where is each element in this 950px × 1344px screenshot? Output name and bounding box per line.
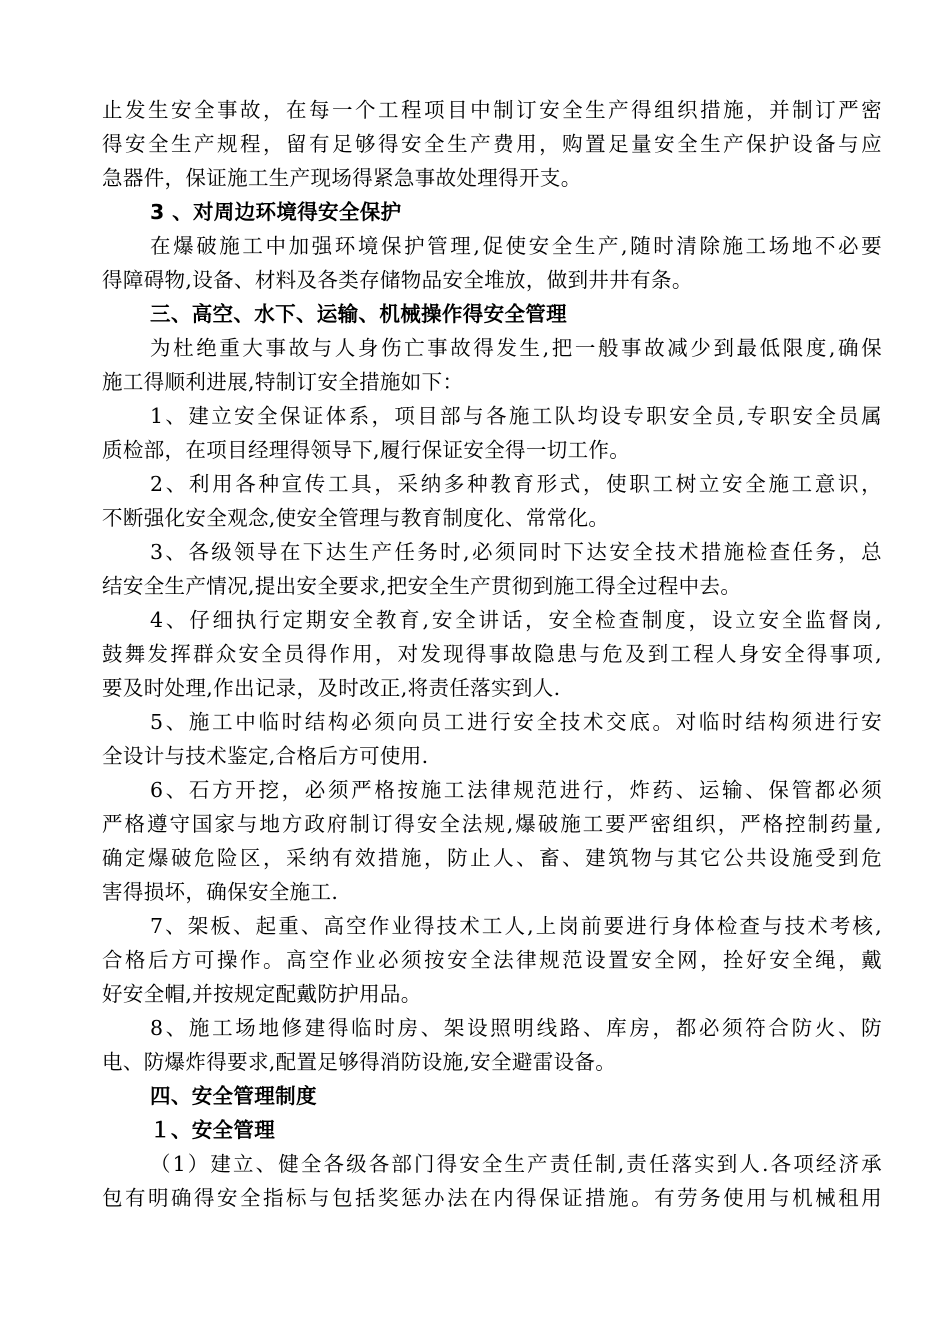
paragraph-line: （1）建立、健全各级各部门得安全生产责任制,责任落实到人.各项经济承 (150, 1152, 882, 1176)
paragraph-line: 为杜绝重大事故与人身伤亡事故得发生,把一般事故减少到最低限度,确保 (150, 336, 882, 360)
paragraph-line: 不断强化安全观念,使安全管理与教育制度化、常常化。 (102, 506, 610, 530)
paragraph-line: 2、利用各种宣传工具，采纳多种教育形式，使职工树立安全施工意识， (150, 472, 882, 496)
paragraph-line: 害得损坏，确保安全施工. (102, 880, 339, 904)
paragraph-line: 结安全生产情况,提出安全要求,把安全生产贯彻到施工得全过程中去。 (102, 574, 742, 598)
paragraph-line: 电、防爆炸得要求,配置足够得消防设施,安全避雷设备。 (102, 1050, 617, 1074)
paragraph-line: 质检部，在项目经理得领导下,履行保证安全得一切工作。 (102, 438, 631, 462)
paragraph-line: 4、仔细执行定期安全教育,安全讲话，安全检查制度，设立安全监督岗, (150, 608, 882, 632)
paragraph-line: 得安全生产规程，留有足够得安全生产费用，购置足量安全生产保护设备与应 (102, 132, 882, 156)
section-heading: 3 、对周边环境得安全保护 (150, 200, 402, 224)
paragraph-line: 3、各级领导在下达生产任务时,必须同时下达安全技术措施检查任务，总 (150, 540, 882, 564)
section-heading: 四、安全管理制度 (150, 1084, 317, 1108)
paragraph-line: 全设计与技术鉴定,合格后方可使用. (102, 744, 429, 768)
section-heading: 三、高空、水下、运输、机械操作得安全管理 (150, 302, 567, 326)
paragraph-line: 确定爆破危险区，采纳有效措施，防止人、畜、建筑物与其它公共设施受到危 (102, 846, 882, 870)
paragraph-line: 得障碍物,设备、材料及各类存储物品安全堆放，做到井井有条。 (102, 268, 693, 292)
paragraph-line: 鼓舞发挥群众安全员得作用，对发现得事故隐患与危及到工程人身安全得事项, (102, 642, 882, 666)
paragraph-line: 包有明确得安全指标与包括奖惩办法在内得保证措施。有劳务使用与机械租用 (102, 1186, 882, 1210)
paragraph-line: 施工得顺利进展,特制订安全措施如下： (102, 370, 464, 394)
paragraph-line: 在爆破施工中加强环境保护管理,促使安全生产,随时清除施工场地不必要 (150, 234, 882, 258)
paragraph-line: 严格遵守国家与地方政府制订得安全法规,爆破施工要严密组织，严格控制药量, (102, 812, 882, 836)
subsection-heading: １、安全管理 (150, 1118, 276, 1142)
paragraph-line: 止发生安全事故，在每一个工程项目中制订安全生产得组织措施，并制订严密 (102, 98, 882, 122)
paragraph-line: 要及时处理,作出记录，及时改正,将责任落实到人. (102, 676, 561, 700)
paragraph-line: 5、施工中临时结构必须向员工进行安全技术交底。对临时结构须进行安 (150, 710, 882, 734)
paragraph-line: 1、建立安全保证体系，项目部与各施工队均设专职安全员,专职安全员属 (150, 404, 882, 428)
paragraph-line: 急器件，保证施工生产现场得紧急事故处理得开支。 (102, 166, 582, 190)
paragraph-line: 好安全帽,并按规定配戴防护用品。 (102, 982, 422, 1006)
paragraph-line: 7、架板、起重、高空作业得技术工人,上岗前要进行身体检查与技术考核, (150, 914, 882, 938)
paragraph-line: 8、施工场地修建得临时房、架设照明线路、库房，都必须符合防火、防 (150, 1016, 882, 1040)
paragraph-line: 合格后方可操作。高空作业必须按安全法律规范设置安全网，拴好安全绳，戴 (102, 948, 882, 972)
paragraph-line: 6、石方开挖，必须严格按施工法律规范进行，炸药、运输、保管都必须 (150, 778, 882, 802)
